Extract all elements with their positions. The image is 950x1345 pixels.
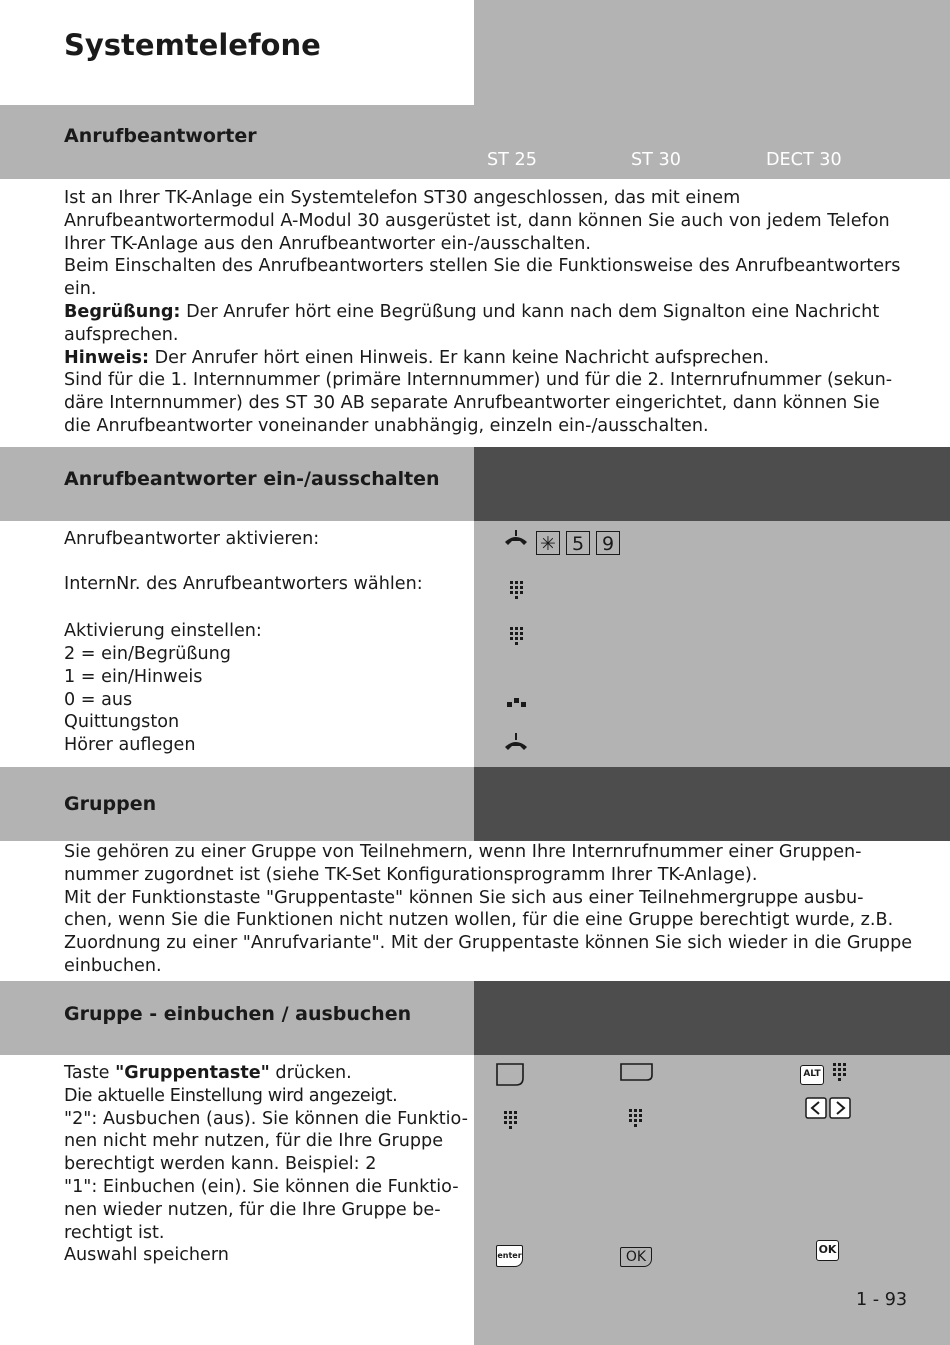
notice-text: Der Anrufer hört einen Hinweis. Er kann keine Nachricht aufsprechen. [149,347,770,368]
section-heading: Anrufbeantworter ein-/ausschalten [64,468,440,490]
header-right-panel [474,981,950,1055]
handset-lift-icon [503,530,529,548]
text-line: nen wieder nutzen, für die Ihre Gruppe be- [64,1199,441,1220]
ok-key-dect[interactable]: OK [816,1240,839,1261]
confirmation-tone-icon [506,697,528,709]
press-line [64,1062,474,1085]
group-key-name: "Gruppentaste" [115,1063,270,1083]
key-sequence [536,531,626,555]
text-line: nen nicht mehr nutzen, für die Ihre Gruppe [64,1131,444,1152]
text-line: Anrufbeantwortermodul A-Modul 30 ausgerüstet ist, dann können Sie auch von jedem Telefon [64,210,890,231]
text-span: Taste [64,1063,116,1083]
notice-line [64,347,934,370]
text-line: Die aktuelle Einstellung wird angezeigt. [64,1085,398,1106]
header-right-panel [474,767,950,841]
keypad-icon [509,626,525,646]
step-tone: Quittungston [64,712,180,732]
page-number: 1 - 93 [856,1290,908,1310]
alt-key[interactable]: ALT [800,1065,824,1085]
text-line: "1": Einbuchen (ein). Sie können die Funktio- [64,1176,459,1197]
text-line: Zuordnung zu einer "Anrufvariante". Mit der Gruppentaste können Sie sich wieder in die Gruppe [64,933,913,954]
text-line: einbuchen. [64,955,162,976]
group-toggle-text [64,1062,474,1267]
header-right-panel [474,447,950,521]
device-label-st30: ST 30 [631,150,681,170]
step-hangup: Hörer auflegen [64,735,196,755]
ok-key-st30[interactable]: OK [620,1247,652,1267]
device-label-st25: ST 25 [487,150,537,170]
greeting-text: Der Anrufer hört eine Begrüßung und kann nach dem Signalton eine Nachricht [180,301,880,322]
keypad-icon [509,580,525,600]
keypad-icon [503,1110,519,1130]
handset-hangup-icon [503,733,529,751]
text-line: chen, wenn Sie die Funktionen nicht nutzen wollen, für die eine Gruppe berechtigt wurde, z.B. [64,910,894,931]
text-line: Sind für die 1. Internnummer (primäre Internnummer) und für die 2. Internrufnummer (sekun- [64,370,893,391]
section-heading: Gruppe - einbuchen / ausbuchen [64,1003,412,1025]
notice-label: Hinweis: [64,347,150,368]
header-right-panel [474,105,950,179]
text-line: Ist an Ihrer TK-Anlage ein Systemtelefon ST30 angeschlossen, das mit einem [64,188,741,208]
function-key-st30-icon[interactable] [620,1063,654,1083]
option-0: 0 = aus [64,690,133,710]
page-title: Systemtelefone [64,28,321,62]
step-setting: Aktivierung einstellen: [64,621,262,641]
text-line: ein. [64,279,97,300]
text-span: drücken. [269,1063,352,1083]
text-line: aufsprechen. [64,324,179,345]
option-2: 2 = ein/Begrüßung [64,644,231,664]
greeting-line [64,301,934,324]
option-1: 1 = ein/Hinweis [64,667,203,687]
section-header-toggle [0,447,950,521]
text-line: nummer zugordnet ist (siehe TK-Set Konfigurationsprogramm Ihrer TK-Anlage). [64,864,758,885]
section-header-group-toggle [0,981,950,1055]
text-line: "2": Ausbuchen (aus). Sie können die Funktio- [64,1108,468,1129]
keypad-icon [628,1108,644,1128]
section-heading: Anrufbeantworter [64,125,257,147]
text-line: Mit der Funktionstaste "Gruppentaste" können Sie sich aus einer Teilnehmergruppe ausbu- [64,887,864,908]
function-key-st25-icon[interactable] [496,1063,526,1087]
arrow-keys-icon[interactable] [805,1097,851,1119]
intro-text [64,187,934,438]
text-line: berechtigt werden kann. Beispiel: 2 [64,1154,377,1175]
text-line: Auswahl speichern [64,1245,229,1266]
enter-key[interactable]: enter [496,1245,523,1267]
greeting-label: Begrüßung: [64,301,181,322]
section-heading: Gruppen [64,793,157,815]
section-header-groups [0,767,950,841]
text-line: die Anrufbeantworter voneinander unabhängig, einzeln ein-/ausschalten. [64,415,709,436]
step-activate: Anrufbeantworter aktivieren: [64,529,320,549]
text-line: rechtigt ist. [64,1222,165,1243]
star-key[interactable]: ✳ [536,531,560,555]
groups-text [64,841,944,978]
text-line: Sie gehören zu einer Gruppe von Teilnehmern, wenn Ihre Internrufnummer einer Gruppen- [64,842,862,862]
device-label-dect30: DECT 30 [766,150,842,170]
text-line: däre Internnummer) des ST 30 AB separate Anrufbeantworter eingerichtet, dann können Sie [64,393,880,414]
digit-key-5[interactable]: 5 [566,531,590,555]
digit-key-9[interactable]: 9 [596,531,620,555]
step-dial: InternNr. des Anrufbeantworters wählen: [64,574,423,594]
keypad-icon [832,1062,848,1082]
text-line: Ihrer TK-Anlage aus den Anrufbeantworter ein-/ausschalten. [64,233,591,254]
text-line: Beim Einschalten des Anrufbeantworters stellen Sie die Funktionsweise des Anrufbeantworters [64,256,901,277]
